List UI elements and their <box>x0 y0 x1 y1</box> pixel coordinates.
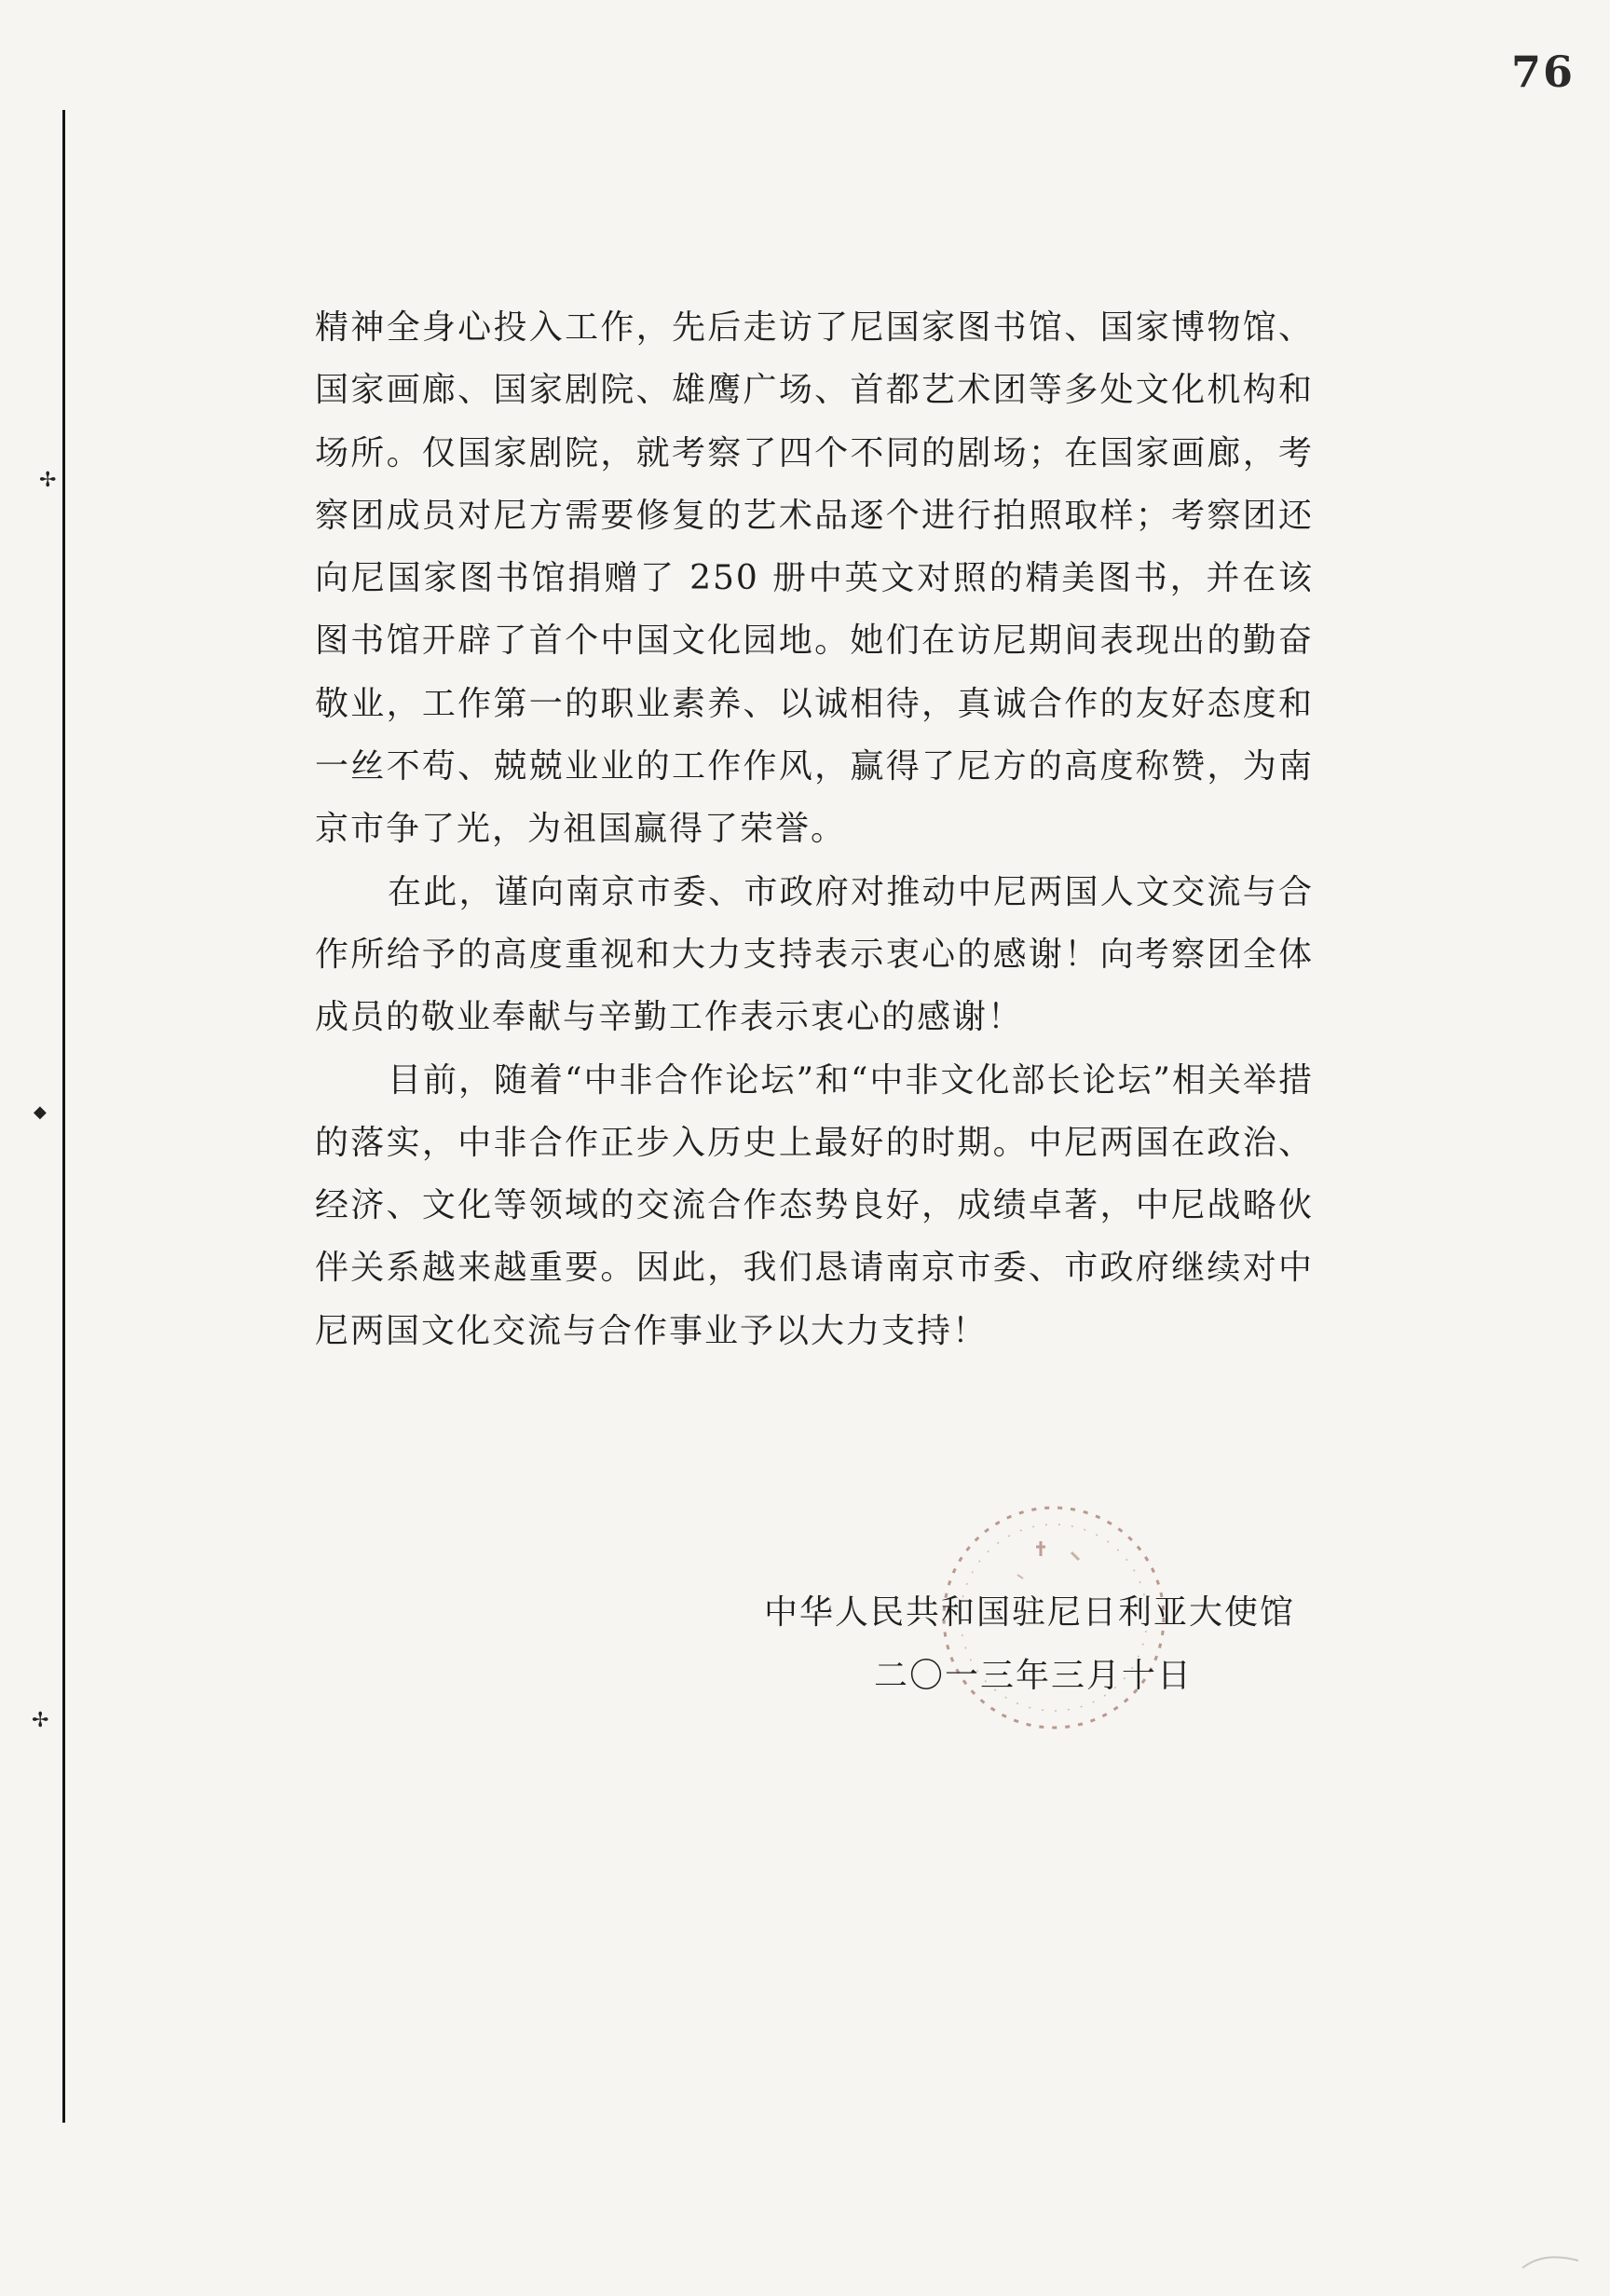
paragraph-continued: 精神全身心投入工作，先后走访了尼国家图书馆、国家博物馆、国家画廊、国家剧院、雄鹰广场、首都艺术团等多处文化机构和场所。仅国家剧院，就考察了四个不同的剧场；在国家画廊，考察团成员对尼方需要修复的艺术品逐个进行拍照取样；考察团还向尼国家图书馆捐赠了 250 册中英文对照的精美图书，并在该图书馆开辟了首个中国文化园地。她们在访尼期间表现出的勤奋敬业，工作第一的职业素养、以诚相待，真诚合作的友好态度和一丝不苟、兢兢业业的工作作风，赢得了尼方的高度称赞，为南京市争了光，为祖国赢得了荣誉。 <box>315 308 1314 849</box>
margin-mark: ◆ <box>34 1102 47 1122</box>
paragraph-request: 目前，随着“中非合作论坛”和“中非文化部长论坛”相关举措的落实，中非合作正步入历史上最好的时期。中尼两国在政治、经济、文化等领域的交流合作态势良好，成绩卓著，中尼战略伙伴关系越来越重要。因此，我们恳请南京市委、市政府继续对中尼两国文化交流与合作事业予以大力支持！ <box>315 1060 1314 1350</box>
margin-mark: ✢ <box>39 469 57 492</box>
margin-mark: ✢ <box>32 1709 49 1732</box>
signature-date: 二〇一三年三月十日 <box>874 1657 1194 1695</box>
binding-line <box>62 110 65 2123</box>
letter-body <box>315 296 1314 1362</box>
paragraph-thanks: 在此，谨向南京市委、市政府对推动中尼两国人文交流与合作所给予的高度重视和大力支持表示衷心的感谢！向考察团全体成员的敬业奉献与辛勤工作表示衷心的感谢！ <box>315 872 1314 1037</box>
corner-smudge <box>1515 2249 1586 2272</box>
page-number: 76 <box>1510 47 1575 97</box>
corner-smudge-graphic <box>1515 2249 1586 2272</box>
signature-organization: 中华人民共和国驻尼日利亚大使馆 <box>764 1593 1296 1632</box>
